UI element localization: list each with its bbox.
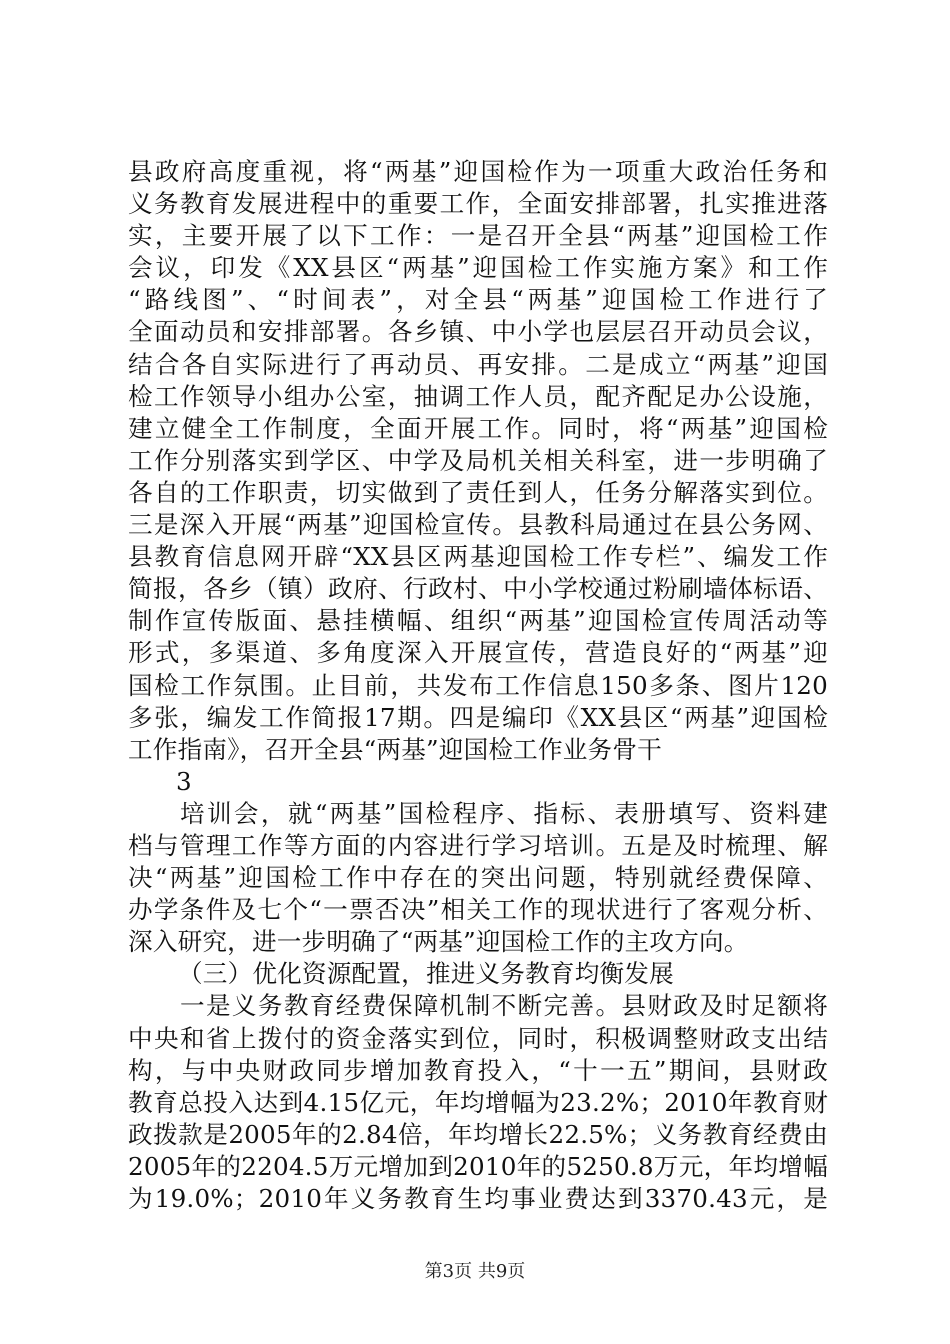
inline-page-number: 3 <box>176 766 192 796</box>
text-line: 办学条件及七个“一票否决”相关工作的现状进行了客观分析、 <box>128 895 828 925</box>
text-line: 全面动员和安排部署。各乡镇、中小学也层层召开动员会议， <box>128 317 828 347</box>
text-line: 检工作领导小组办公室，抽调工作人员，配齐配足办公设施， <box>128 381 828 411</box>
text-line: 工作指南》，召开全县“两基”迎国检工作业务骨干 <box>128 734 662 764</box>
text-line: 各自的工作职责，切实做到了责任到人，任务分解落实到位。 <box>128 477 828 507</box>
text-line: 结合各自实际进行了再动员、再安排。二是成立“两基”迎国 <box>128 349 828 379</box>
text-line: 为19.0%；2010年义务教育生均事业费达到3370.43元，是 <box>128 1184 828 1213</box>
text-line: 培训会，就“两基”国检程序、指标、表册填写、资料建 <box>180 798 828 828</box>
text-line: 简报，各乡（镇）政府、行政村、中小学校通过粉刷墙体标语、 <box>128 574 828 604</box>
text-line: 档与管理工作等方面的内容进行学习培训。五是及时梳理、解 <box>128 830 828 860</box>
text-line: 教育总投入达到4.15亿元，年均增幅为23.2%；2010年教育财 <box>128 1087 828 1117</box>
text-line: “路线图”、“时间表”，对全县“两基”迎国检工作进行了 <box>128 285 828 315</box>
text-line: 实，主要开展了以下工作：一是召开全县“两基”迎国检工作 <box>128 221 828 251</box>
section-heading: （三）优化资源配置，推进义务教育均衡发展 <box>178 959 674 989</box>
text-line: 一是义务教育经费保障机制不断完善。县财政及时足额将 <box>180 991 828 1021</box>
text-line: 构，与中央财政同步增加教育投入，“十一五”期间，县财政 <box>128 1055 828 1085</box>
text-line: 2005年的2204.5万元增加到2010年的5250.8万元，年均增幅 <box>128 1151 828 1181</box>
text-line: 决“两基”迎国检工作中存在的突出问题，特别就经费保障、 <box>128 863 828 893</box>
text-line: 工作分别落实到学区、中学及局机关相关科室，进一步明确了 <box>128 445 828 475</box>
text-line: 中央和省上拨付的资金落实到位，同时，积极调整财政支出结 <box>128 1023 828 1053</box>
text-line: 县教育信息网开辟“XX县区两基迎国检工作专栏”、编发工作 <box>128 542 828 572</box>
text-line: 制作宣传版面、悬挂横幅、组织“两基”迎国检宣传周活动等 <box>128 606 828 636</box>
text-line: 建立健全工作制度，全面开展工作。同时，将“两基”迎国检 <box>128 413 828 443</box>
text-line: 会议，印发《XX县区“两基”迎国检工作实施方案》和工作 <box>128 253 828 283</box>
text-line: 政拨款是2005年的2.84倍，年均增长22.5%；义务教育经费由 <box>128 1119 828 1149</box>
text-line: 三是深入开展“两基”迎国检宣传。县教科局通过在县公务网、 <box>128 510 828 540</box>
text-line: 多张，编发工作简报17期。四是编印《XX县区“两基”迎国检 <box>128 702 828 732</box>
text-line: 国检工作氛围。止目前，共发布工作信息150多条、图片120 <box>128 670 828 700</box>
body-text <box>128 156 828 1215</box>
page-footer: 第3页 共9页 <box>424 1261 526 1282</box>
text-line: 形式，多渠道、多角度深入开展宣传，营造良好的“两基”迎 <box>128 638 828 668</box>
text-line: 义务教育发展进程中的重要工作，全面安排部署，扎实推进落 <box>128 189 828 219</box>
text-line: 县政府高度重视，将“两基”迎国检作为一项重大政治任务和 <box>128 157 828 186</box>
text-line: 深入研究，进一步明确了“两基”迎国检工作的主攻方向。 <box>128 927 749 957</box>
